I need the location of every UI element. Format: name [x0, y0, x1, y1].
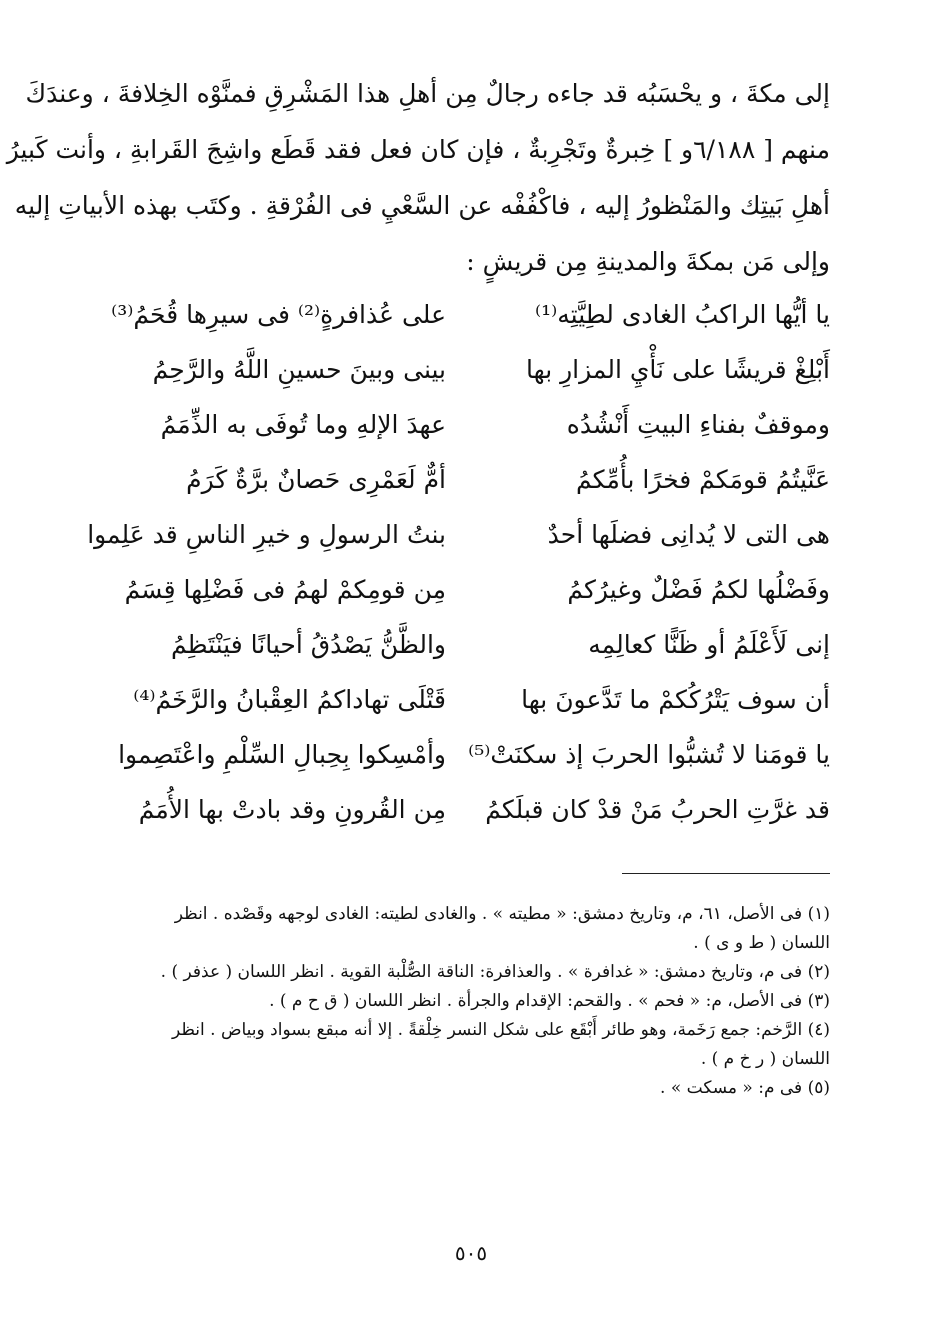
verse-9-second-hemistich: وأمْسِكوا بِحِبالِ السِّلْمِ واعْتَصِموا	[118, 740, 446, 769]
verse-3	[108, 397, 830, 452]
verse-2-first-hemistich: أَبْلِغْ قريشًا على نَأْيِ المزارِ بها	[526, 355, 830, 384]
verse-9	[108, 727, 830, 782]
footnote-1-line-1: (١) فى الأصل، ٦١، م، وتاريخ دمشق: « مطيته » . والغادى لطيته: الغادى لوجهه وقَصْده . انظر	[174, 904, 830, 924]
footnote-divider	[622, 873, 830, 874]
verse-7-second-hemistich: والظَّنُّ يَصْدُقُ أحيانًا فيَنْتَظِمُ	[170, 630, 446, 659]
verse-4-first-hemistich: عَنَّيتُمُ قومَكمْ فخرًا بأُمِّكمُ	[576, 465, 830, 494]
verse-3-second-hemistich: عهدَ الإلهِ وما تُوفَى به الذِّمَمُ	[160, 410, 446, 439]
footnote-1-line-2: اللسان ( ط و ى ) .	[693, 933, 830, 953]
footnote-5: (٥) فى م: « مسكت » .	[660, 1078, 830, 1098]
prose-paragraph	[6, 66, 830, 290]
verse-2	[108, 342, 830, 397]
prose-line-3: أهلِ بَيتِك والمَنْظورُ إليه ، فاكْفُفْه عن السَّعْيِ فى الفُرْقةِ . وكتَب بهذه الأبياتِ إليه	[14, 191, 830, 220]
verse-10-second-hemistich: مِن القُرونِ وقد بادتْ بها الأُمَمُ	[138, 795, 446, 824]
verse-6	[108, 562, 830, 617]
page-number: ٥٠٥	[454, 1241, 488, 1265]
poem	[87, 287, 830, 837]
verse-1	[108, 287, 830, 342]
verse-8-first-hemistich: أن سوف يَتْرُكُكمْ ما تَدَّعونَ بها	[521, 685, 830, 714]
footnote-4-line-1: (٤) الرَّخم: جمع رَخَمة، وهو طائر أَبْقَع على شكل النسر خِلْقةً . إلا أنه مبقع بسواد وبياض . انظر	[171, 1020, 830, 1040]
verse-8-second-hemistich: قَتْلَى تهاداكمُ العِقْبانُ والرَّخَمُ⁽⁴⁾	[133, 685, 446, 714]
verse-9-first-hemistich: يا قومَنا لا تُشبُّوا الحربَ إذ سكنَتْ⁽⁵⁾	[468, 740, 830, 769]
verse-2-second-hemistich: بينى وبينَ حسينِ اللَّهُ والرَّحِمُ	[152, 355, 446, 384]
verse-5-first-hemistich: هى التى لا يُدانِى فضلَها أحدٌ	[547, 520, 830, 549]
verse-5-second-hemistich: بنتُ الرسولِ و خيرِ الناسِ قد عَلِموا	[87, 520, 446, 549]
prose-line-2: منهم [ ٦/١٨٨و ] خِبرةٌ وتَجْرِبةٌ ، فإن كان فعل فقد قَطَع واشِجَ القَرابةِ ، وأنت كَبيرُ	[6, 135, 830, 164]
verse-3-first-hemistich: وموقفٌ بفناءِ البيتِ أَنْشُدُه	[566, 410, 830, 439]
verse-1-second-hemistich: على عُذافرةٍ⁽²⁾ فى سيرِها قُحَمُ⁽³⁾	[111, 300, 446, 329]
verse-5	[87, 507, 830, 562]
verse-4-second-hemistich: أمٌّ لَعَمْرِى حَصانٌ برَّةٌ كَرَمُ	[186, 465, 446, 494]
prose-line-4: وإلى مَن بمكةَ والمدينةِ مِن قريشٍ :	[466, 247, 830, 276]
verse-7	[108, 617, 830, 672]
verse-6-second-hemistich: مِن قومِكمْ لهمُ فى فَضْلِها قِسَمُ	[124, 575, 446, 604]
verse-4	[108, 452, 830, 507]
footnotes	[108, 900, 830, 1103]
verse-10-first-hemistich: قد غرَّتِ الحربُ مَنْ قدْ كان قبلَكمُ	[485, 795, 830, 824]
verse-8	[108, 672, 830, 727]
verse-7-first-hemistich: إنى لَأَعْلَمُ أو ظَنًّا كعالِمِه	[588, 630, 830, 659]
prose-line-1: إلى مكةَ ، و يحْسَبُه قد جاءه رجالٌ مِن أهلِ هذا المَشْرِقِ فمنَّوْه الخِلافةَ ، وعندَكَ	[25, 79, 830, 108]
verse-1-first-hemistich: يا أيُّها الراكبُ الغادى لطِيَّتِه⁽¹⁾	[534, 300, 830, 329]
verse-10	[108, 782, 830, 837]
footnote-3: (٣) فى الأصل، م: « فحم » . والقحم: الإقدام والجرأة . انظر اللسان ( ق ح م ) .	[269, 991, 830, 1011]
footnote-2: (٢) فى م، وتاريخ دمشق: « غدافرة » . والعذافرة: الناقة الصُّلْبة القوية . انظر اللسان ( عذفر ) .	[160, 962, 830, 982]
verse-6-first-hemistich: وفَضْلُها لكمُ فَضْلٌ وغيرُكمُ	[567, 575, 830, 604]
footnote-4-line-2: اللسان ( ر خ م ) .	[700, 1049, 830, 1069]
